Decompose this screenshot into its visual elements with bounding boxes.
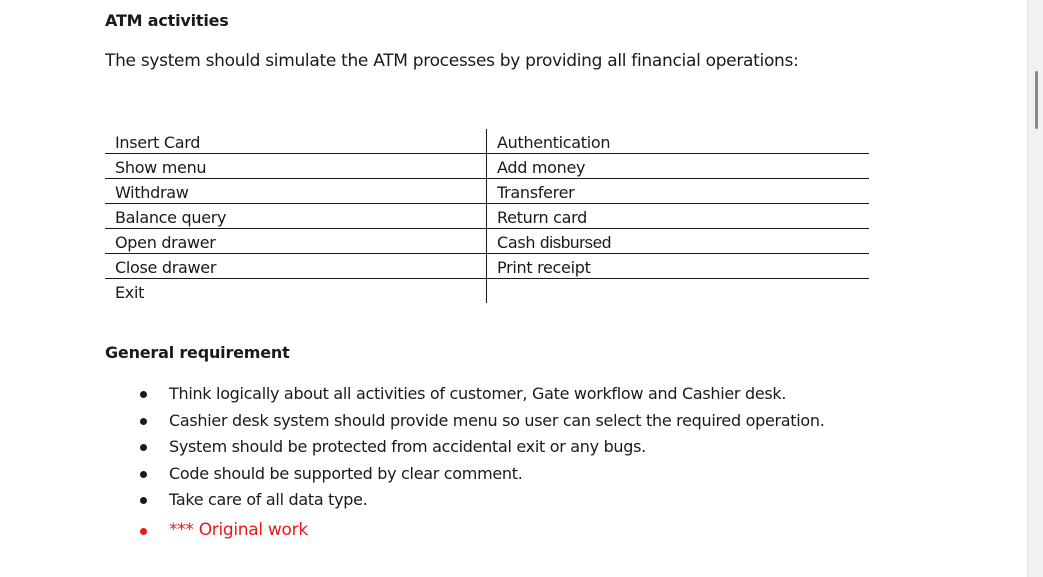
- table-row: [105, 279, 869, 304]
- list-item: [105, 487, 825, 514]
- table-cell: Add money: [487, 154, 870, 179]
- table-row: [105, 179, 869, 204]
- table-cell: Return card: [487, 204, 870, 229]
- list-item-text: *** Original work: [169, 519, 308, 540]
- table-cell: Show menu: [105, 154, 487, 179]
- list-item-original-work: [105, 517, 825, 544]
- list-item: [105, 408, 825, 435]
- bullet-icon: [140, 471, 147, 478]
- table-cell: [487, 279, 870, 304]
- table-row: [105, 154, 869, 179]
- table-cell: Close drawer: [105, 254, 487, 279]
- bullet-icon: [140, 444, 147, 451]
- list-item-text: System should be protected from accidental exit or any bugs.: [169, 437, 646, 456]
- list-item-text: Think logically about all activities of customer, Gate workflow and Cashier desk.: [169, 384, 787, 403]
- section-title-general-requirement: General requirement: [105, 343, 290, 362]
- operations-table: [105, 129, 869, 303]
- table-row: [105, 254, 869, 279]
- table-cell: Transferer: [487, 179, 870, 204]
- scrollbar-thumb[interactable]: [1035, 71, 1038, 129]
- intro-paragraph: The system should simulate the ATM processes by providing all financial operations:: [105, 51, 799, 71]
- list-item: [105, 381, 825, 408]
- table-cell: Open drawer: [105, 229, 487, 254]
- table-cell: Authentication: [487, 129, 870, 154]
- list-item-text: Cashier desk system should provide menu so user can select the required operation.: [169, 410, 825, 430]
- table-cell: [487, 229, 870, 254]
- bullet-icon: [140, 418, 147, 425]
- table-cell: Withdraw: [105, 179, 487, 204]
- table-cell: Balance query: [105, 204, 487, 229]
- section-title-atm-activities: ATM activities: [105, 11, 229, 30]
- table-row: [105, 129, 869, 154]
- table-cell: Insert Card: [105, 129, 487, 154]
- cell-text-suffix: disbursed: [540, 233, 612, 252]
- list-item-text: Code should be supported by clear comment.: [169, 463, 523, 483]
- list-item-text: Take care of all data type.: [169, 490, 368, 509]
- table-cell: Print receipt: [487, 254, 870, 279]
- bullet-icon: [140, 391, 147, 398]
- table-row: [105, 204, 869, 229]
- table-cell: Exit: [115, 283, 145, 302]
- list-item: [105, 434, 825, 461]
- requirements-list: [105, 381, 825, 543]
- bullet-icon: [140, 528, 147, 535]
- list-item: [105, 461, 825, 488]
- table-row: [105, 229, 869, 254]
- bullet-icon: [140, 497, 147, 504]
- cell-text-prefix: Cash: [497, 233, 541, 252]
